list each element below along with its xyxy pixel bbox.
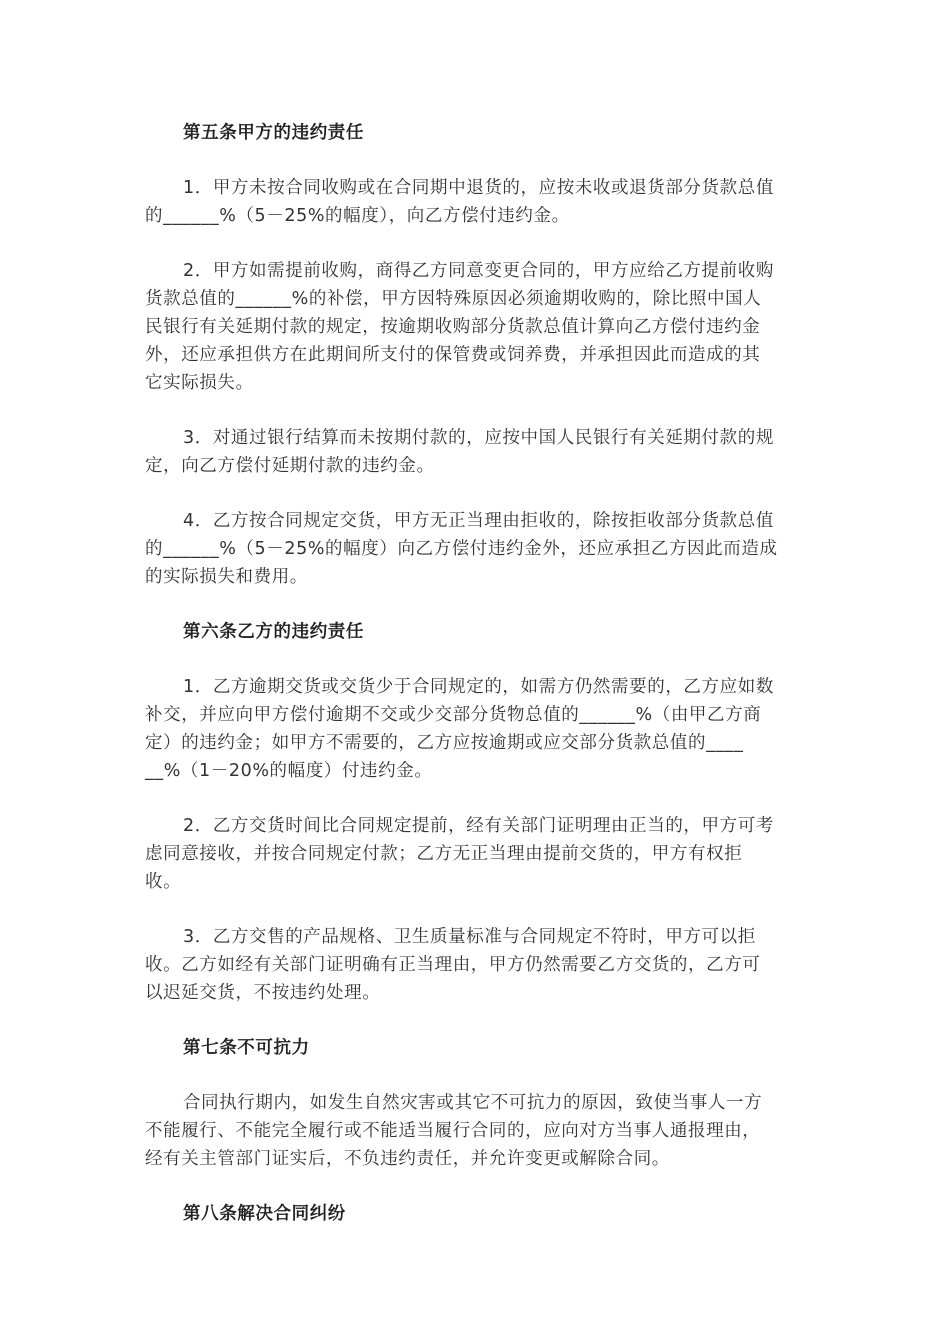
paragraph-line: 的______%（5－25%的幅度），向乙方偿付违约金。	[145, 206, 570, 226]
document-body	[145, 119, 810, 1255]
paragraph-line: 2．甲方如需提前收购，商得乙方同意变更合同的，甲方应给乙方提前收购	[183, 261, 774, 281]
paragraph-line: 以迟延交货，不按违约处理。	[145, 983, 381, 1003]
paragraph	[145, 257, 810, 397]
section-heading	[145, 1200, 810, 1228]
paragraph-line: 不能履行、不能完全履行或不能适当履行合同的，应向对方当事人通报理由，	[145, 1121, 761, 1141]
heading-text: 第七条不可抗力	[183, 1038, 310, 1058]
paragraph	[145, 812, 810, 896]
paragraph-line: 4．乙方按合同规定交货，甲方无正当理由拒收的，除按拒收部分货款总值	[183, 511, 774, 531]
paragraph-line: 合同执行期内，如发生自然灾害或其它不可抗力的原因，致使当事人一方	[183, 1093, 763, 1113]
section-heading	[145, 618, 810, 646]
paragraph-line: 1．乙方逾期交货或交货少于合同规定的，如需方仍然需要的，乙方应如数	[183, 677, 774, 697]
paragraph-line: 定，向乙方偿付延期付款的违约金。	[145, 456, 435, 476]
paragraph-line: 的______%（5－25%的幅度）向乙方偿付违约金外，还应承担乙方因此而造成	[145, 539, 778, 559]
paragraph-line: 经有关主管部门证实后，不负违约责任，并允许变更或解除合同。	[145, 1149, 670, 1169]
paragraph-line: __%（1－20%的幅度）付违约金。	[145, 761, 433, 781]
paragraph-line: 外，还应承担供方在此期间所支付的保管费或饲养费，并承担因此而造成的其	[145, 345, 761, 365]
paragraph-line: 虑同意接收，并按合同规定付款；乙方无正当理由提前交货的，甲方有权拒	[145, 844, 743, 864]
paragraph-line: 收。	[145, 872, 182, 892]
paragraph	[145, 1089, 810, 1173]
paragraph-line: 定）的违约金；如甲方不需要的，乙方应按逾期或应交部分货款总值的____	[145, 733, 744, 753]
heading-text: 第六条乙方的违约责任	[183, 622, 364, 642]
paragraph	[145, 673, 810, 785]
paragraph	[145, 424, 810, 480]
paragraph	[145, 923, 810, 1007]
paragraph-line: 货款总值的______%的补偿，甲方因特殊原因必须逾期收购的，除比照中国人	[145, 289, 762, 309]
paragraph	[145, 174, 810, 230]
paragraph-line: 民银行有关延期付款的规定，按逾期收购部分货款总值计算向乙方偿付违约金	[145, 317, 761, 337]
paragraph-line: 2．乙方交货时间比合同规定提前，经有关部门证明理由正当的，甲方可考	[183, 816, 774, 836]
paragraph-line: 3．乙方交售的产品规格、卫生质量标准与合同规定不符时，甲方可以拒	[183, 927, 756, 947]
paragraph-line: 收。乙方如经有关部门证明确有正当理由，甲方仍然需要乙方交货的，乙方可	[145, 955, 761, 975]
paragraph-line: 3．对通过银行结算而未按期付款的，应按中国人民银行有关延期付款的规	[183, 428, 774, 448]
heading-text: 第八条解决合同纠纷	[183, 1204, 346, 1224]
paragraph-line: 补交，并应向甲方偿付逾期不交或少交部分货物总值的______%（由甲乙方商	[145, 705, 762, 725]
section-heading	[145, 119, 810, 147]
paragraph-line: 它实际损失。	[145, 373, 254, 393]
paragraph-line: 的实际损失和费用。	[145, 567, 308, 587]
heading-text: 第五条甲方的违约责任	[183, 123, 364, 143]
section-heading	[145, 1034, 810, 1062]
paragraph	[145, 507, 810, 591]
paragraph-line: 1．甲方未按合同收购或在合同期中退货的，应按未收或退货部分货款总值	[183, 178, 774, 198]
